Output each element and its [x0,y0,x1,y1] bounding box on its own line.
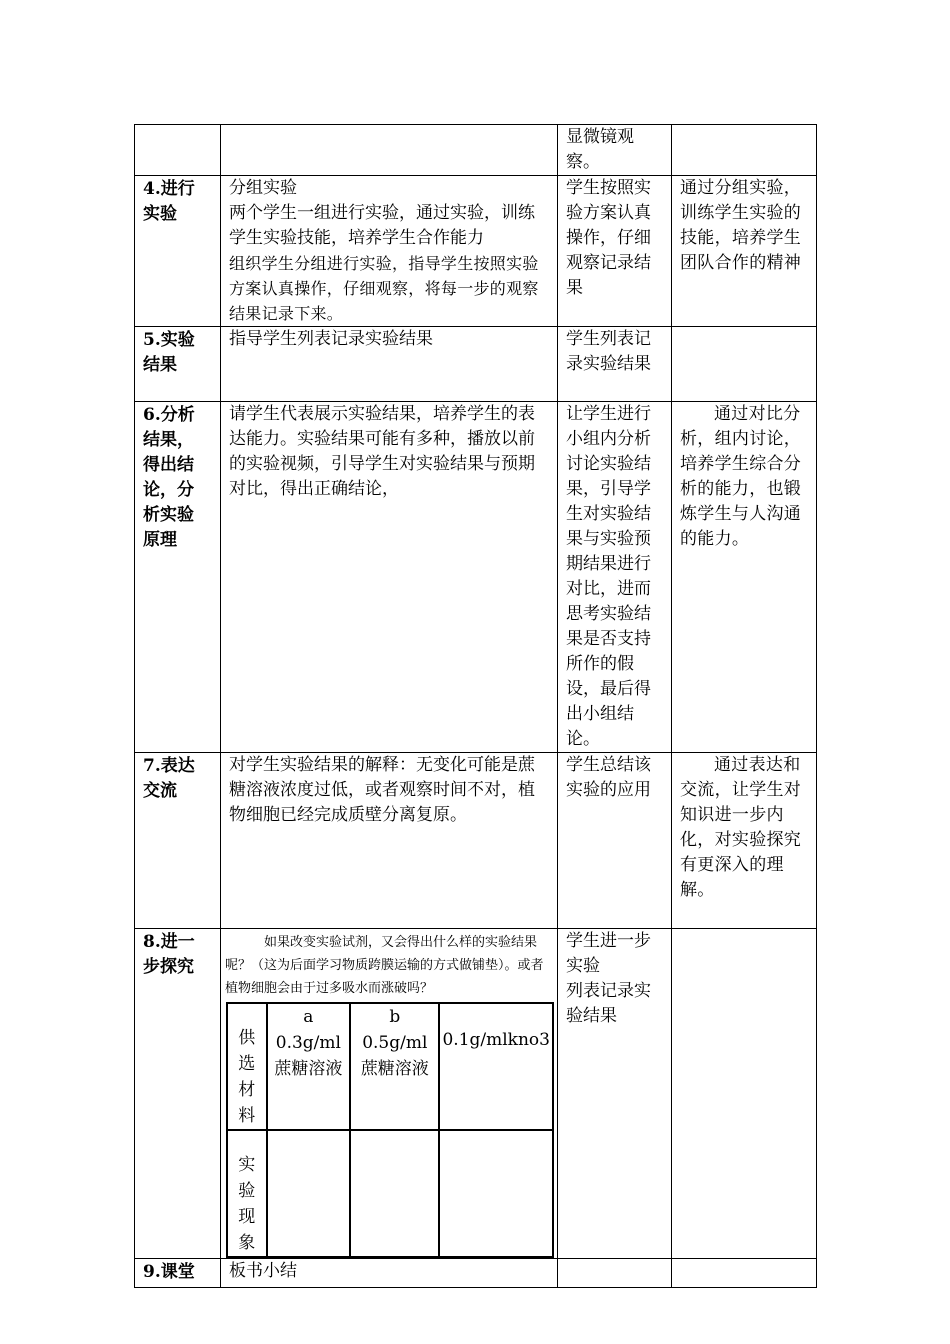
purpose-cell: 通过表达和交流，让学生对知识进一步内化，对实验探究有更深入的理解。 [672,753,817,929]
table-row [135,753,817,929]
observation-b [350,1130,439,1257]
purpose-cell [672,125,817,176]
student-cell: 学生总结该实验的应用 [558,753,672,929]
material-b: b 0.5g/ml 蔗糖溶液 [350,1003,439,1130]
student-cell [558,929,672,1259]
table-row [135,176,817,327]
lesson-plan-table [134,124,817,1288]
stage-cell: 9.课堂 [135,1259,221,1288]
activity-title: 分组实验 [229,178,297,198]
table-row [135,125,817,176]
observation-a [267,1130,351,1257]
teacher-cell: 对学生实验结果的解释：无变化可能是蔗糖溶液浓度过低，或者观察时间不对，植物细胞已经完成质壁分离复原。 [221,753,558,929]
table-row [135,929,817,1259]
teacher-cell: 请学生代表展示实验结果，培养学生的表达能力。实验结果可能有多种，播放以前的实验视频，引导学生对实验结果与预期对比，得出正确结论， [221,402,558,753]
student-cell: 让学生进行小组内分析讨论实验结果，引导学生对实验结果与实验预期结果进行对比，进而思考实验结果是否支持所作的假设，最后得出小组结论。 [558,402,672,753]
stage-cell: 4.进行 实验 [135,176,221,327]
materials-table [226,1002,554,1258]
materials-label: 供选 材料 [227,1003,267,1130]
student-cell: 学生按照实验方案认真操作，仔细观察记录结果 [558,176,672,327]
purpose-cell: 通过分组实验，训练学生实验的技能，培养学生团队合作的精神 [672,176,817,327]
student-cell [558,1259,672,1288]
teacher-cell: 指导学生列表记录实验结果 [221,327,558,402]
material-c: 0.1g/mlkno3 [442,1030,550,1050]
table-row [227,1130,553,1257]
material-c-cell [439,1003,553,1130]
table-row [135,1259,817,1288]
purpose-cell [672,327,817,402]
stage-cell: 5.实验 结果 [135,327,221,402]
student-cell: 学生列表记录实验结果 [558,327,672,402]
teacher-cell [221,176,558,327]
activity-goal: 两个学生一组进行实验，通过实验，训练学生实验技能，培养学生合作能力 [229,203,535,248]
student-cell: 显微镜观察。 [558,125,672,176]
table-row [135,402,817,753]
stage-cell: 8.进一 步探究 [135,929,221,1259]
purpose-cell [672,929,817,1259]
teacher-cell [221,929,558,1259]
material-a: a 0.3g/ml 蔗糖溶液 [267,1003,351,1130]
stage-cell: 7.表达 交流 [135,753,221,929]
purpose-cell: 通过对比分析，组内讨论，培养学生综合分析的能力，也锻炼学生与人沟通的能力。 [672,402,817,753]
observation-c [439,1130,553,1257]
extension-question: 如果改变实验试剂，又会得出什么样的实验结果呢？（这为后面学习物质跨膜运输的方式做铺垫）。或者植物细胞会由于过多吸水而涨破吗？ [225,935,544,996]
activity-instruction: 组织学生分组进行实验，指导学生按照实验方案认真操作，仔细观察，将每一步的观察结果记录下来。 [229,254,539,323]
table-row [135,327,817,402]
teacher-cell: 板书小结 [221,1259,558,1288]
stage-cell: 6.分析 结果， 得出结 论，分 析实验 原理 [135,402,221,753]
observation-label: 实验 现象 [227,1130,267,1257]
stage-cell [135,125,221,176]
student-line: 列表记录实验结果 [566,981,651,1026]
table-row [227,1003,553,1130]
purpose-cell [672,1259,817,1288]
teacher-cell [221,125,558,176]
student-line: 学生进一步实验 [566,931,651,976]
